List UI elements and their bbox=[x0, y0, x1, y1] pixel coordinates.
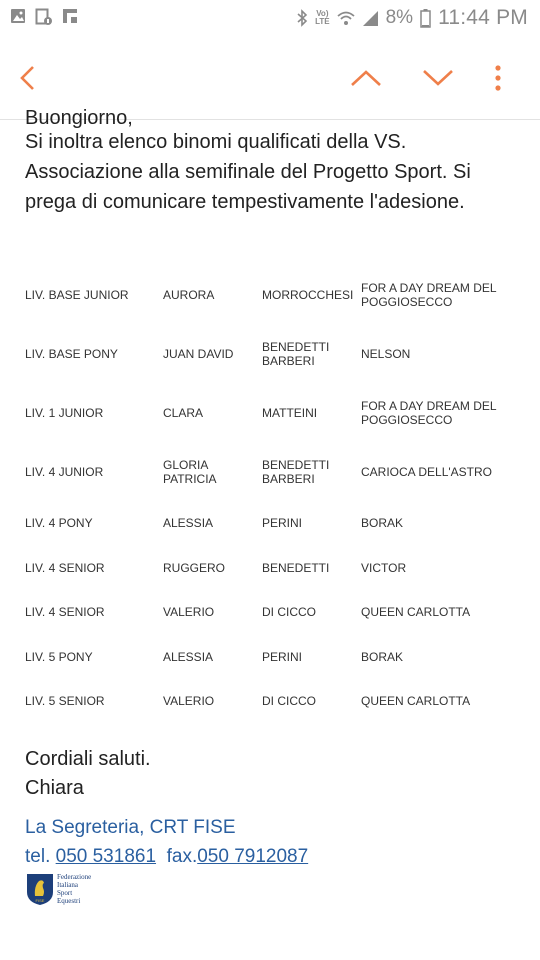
lte-icon bbox=[315, 10, 330, 26]
flipboard-icon bbox=[62, 8, 78, 24]
cell-first-name: AURORA bbox=[163, 287, 215, 302]
table-row bbox=[25, 442, 525, 501]
more-options-button[interactable] bbox=[478, 58, 518, 98]
cell-last-name: PERINI bbox=[262, 516, 303, 531]
cell-last-name: PERINI bbox=[262, 649, 303, 664]
qualified-pairs-table bbox=[25, 265, 525, 724]
cell-first-name: ALESSIA bbox=[163, 516, 214, 531]
closing-greeting: Cordiali saluti. bbox=[25, 748, 151, 770]
image-icon bbox=[10, 8, 26, 24]
signal-icon bbox=[362, 10, 379, 27]
logo-line: Federazione bbox=[57, 873, 92, 881]
network-bottom: LTE bbox=[315, 17, 330, 26]
email-body[interactable] bbox=[0, 107, 540, 960]
greeting-line: Buongiorno, bbox=[25, 107, 133, 129]
cell-horse: FOR A DAY DREAM DEL POGGIOSECCO bbox=[361, 280, 497, 309]
logo-text bbox=[57, 873, 91, 905]
emblem-text: FISE bbox=[35, 898, 45, 903]
table-row bbox=[25, 383, 525, 442]
cell-level: LIV. BASE PONY bbox=[25, 346, 118, 361]
cell-level: LIV. 4 PONY bbox=[25, 516, 93, 531]
cell-last-name: BENEDETTI BARBERI bbox=[262, 339, 330, 368]
cell-last-name: BENEDETTI bbox=[262, 560, 330, 575]
logo-line: Equestri bbox=[57, 897, 81, 905]
wifi-icon bbox=[337, 10, 355, 26]
chevron-up-icon bbox=[349, 68, 383, 88]
cell-first-name: ALESSIA bbox=[163, 649, 214, 664]
next-email-button[interactable] bbox=[418, 58, 458, 98]
table-row bbox=[25, 635, 525, 680]
cell-level: LIV. 4 JUNIOR bbox=[25, 464, 104, 479]
cell-level: LIV. 5 SENIOR bbox=[25, 694, 105, 709]
intro-paragraph: Si inoltra elenco binomi qualificati della VS. Associazione alla semifinale del Progetto Sport. Si prega di comunicare tempestivamente l'adesione. bbox=[25, 131, 471, 213]
signer-name: Chiara bbox=[25, 777, 84, 799]
closing-block bbox=[25, 745, 151, 803]
back-button[interactable] bbox=[8, 58, 48, 98]
cell-horse: BORAK bbox=[361, 516, 404, 531]
cell-horse: VICTOR bbox=[361, 560, 407, 575]
cell-level: LIV. BASE JUNIOR bbox=[25, 287, 129, 302]
table-row bbox=[25, 265, 525, 324]
cell-first-name: VALERIO bbox=[163, 694, 215, 709]
fax-label: fax. bbox=[166, 846, 198, 867]
cell-horse: QUEEN CARLOTTA bbox=[361, 694, 471, 709]
back-arrow-icon bbox=[18, 64, 38, 92]
network-top: Vo) bbox=[316, 9, 329, 18]
cell-level: LIV. 4 SENIOR bbox=[25, 560, 105, 575]
status-bar bbox=[0, 0, 540, 36]
cell-level: LIV. 4 SENIOR bbox=[25, 605, 105, 620]
chevron-down-icon bbox=[421, 68, 455, 88]
table-row bbox=[25, 590, 525, 635]
table-row bbox=[25, 679, 525, 724]
cell-horse: QUEEN CARLOTTA bbox=[361, 605, 471, 620]
system-icons bbox=[296, 6, 528, 30]
tel-link[interactable]: 050 531861 bbox=[55, 846, 157, 867]
cell-last-name: DI CICCO bbox=[262, 694, 316, 709]
document-icon bbox=[35, 8, 53, 26]
previous-email-button[interactable] bbox=[346, 58, 386, 98]
logo-line: Italiana bbox=[57, 881, 78, 889]
logo-line: Sport bbox=[57, 889, 73, 897]
bluetooth-icon bbox=[296, 9, 308, 27]
battery-icon bbox=[420, 9, 431, 28]
cell-horse: CARIOCA DELL'ASTRO bbox=[361, 464, 492, 479]
cell-first-name: JUAN DAVID bbox=[163, 346, 234, 361]
notification-icons bbox=[10, 8, 78, 26]
cell-first-name: RUGGERO bbox=[163, 560, 226, 575]
fise-emblem-icon bbox=[25, 872, 55, 906]
table-row bbox=[25, 546, 525, 591]
cell-last-name: BENEDETTI BARBERI bbox=[262, 457, 330, 486]
cell-first-name: GLORIA PATRICIA bbox=[163, 457, 217, 486]
cell-first-name: CLARA bbox=[163, 405, 204, 420]
cell-level: LIV. 5 PONY bbox=[25, 649, 93, 664]
cell-last-name: MATTEINI bbox=[262, 405, 318, 420]
tel-label: tel. bbox=[25, 846, 51, 867]
table-row bbox=[25, 324, 525, 383]
more-vertical-icon bbox=[494, 65, 502, 91]
signature-team: La Segreteria, CRT FISE bbox=[25, 817, 236, 838]
clock: 11:44 PM bbox=[438, 6, 528, 29]
cell-last-name: DI CICCO bbox=[262, 605, 316, 620]
fax-link[interactable]: 050 7912087 bbox=[197, 846, 309, 867]
cell-level: LIV. 1 JUNIOR bbox=[25, 405, 104, 420]
fise-logo bbox=[25, 872, 91, 906]
signature-contacts bbox=[25, 846, 308, 868]
cell-last-name: MORROCCHESI bbox=[262, 287, 354, 302]
cell-horse: FOR A DAY DREAM DEL POGGIOSECCO bbox=[361, 398, 497, 427]
battery-percent: 8% bbox=[385, 7, 414, 28]
cell-first-name: VALERIO bbox=[163, 605, 215, 620]
cell-horse: BORAK bbox=[361, 649, 404, 664]
table-row bbox=[25, 501, 525, 546]
cell-horse: NELSON bbox=[361, 346, 411, 361]
